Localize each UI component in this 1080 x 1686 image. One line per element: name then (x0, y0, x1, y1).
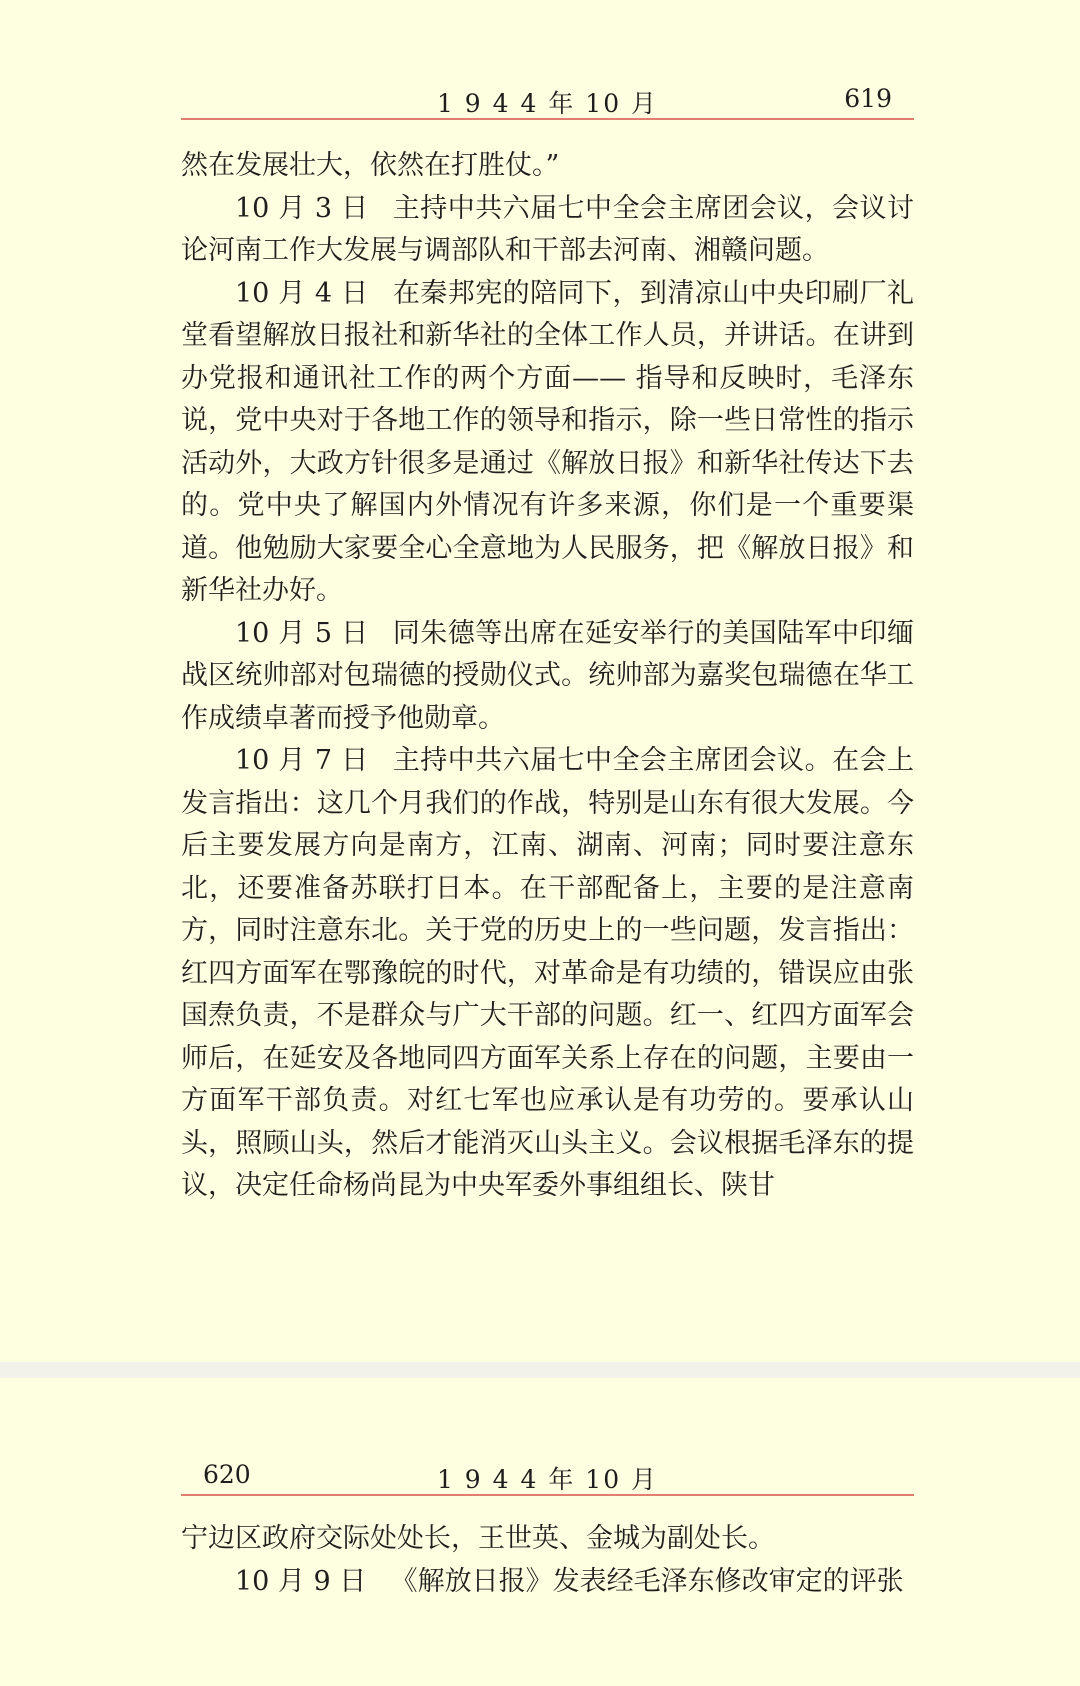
entry-date: 10 月 5 日 (235, 617, 369, 649)
entry-text: 同朱德等出席在延安举行的美国陆军中印缅战区统帅部对包瑞德的授勋仪式。统帅部为嘉奖包瑞德在华工作成绩卓著而授予他勋章。 (181, 617, 914, 734)
entry-date: 10 月 3 日 (235, 192, 369, 224)
entry-date: 10 月 7 日 (235, 745, 369, 776)
header-title: 1 9 4 4 年 10 月 (436, 1465, 659, 1494)
page-number: 619 (844, 84, 892, 113)
page-620 (0, 1378, 1080, 1686)
entry-text: 《解放日报》发表经毛泽东修改审定的评张 (390, 1565, 904, 1597)
page-separator (0, 1362, 1080, 1378)
entry-date: 10 月 4 日 (235, 277, 369, 309)
page-number: 620 (203, 1460, 251, 1489)
entry-paragraph (181, 273, 914, 613)
entry-text: 在秦邦宪的陪同下，到清凉山中央印刷厂礼堂看望解放日报社和新华社的全体工作人员，并讲话。在讲到办党报和通讯社工作的两个方面—— 指导和反映时，毛泽东说，党中央对于各地工作的领导和指示，除一些日常性的指示活动外，大政方针很多是通过《解放日报》和新华社传达下去的。党中央了解国内外情况有许多来源，你们是一个重要渠道。他勉励大家要全心全意地为人民服务，把《解放日报》和新华社办好。 (181, 277, 914, 606)
header-title: 1 9 4 4 年 10 月 (436, 89, 659, 118)
body-text (181, 145, 914, 1208)
entry-paragraph (181, 1561, 914, 1604)
entry-paragraph (181, 188, 914, 273)
entry-paragraph (181, 740, 914, 1208)
entry-text: 主持中共六届七中全会主席团会议。在会上发言指出：这几个月我们的作战，特别是山东有很大发展。今后主要发展方向是南方，江南、湖南、河南；同时要注意东北，还要准备苏联打日本。在干部配备上，主要的是注意南方，同时注意东北。关于党的历史上的一些问题，发言指出：红四方面军在鄂豫皖的时代，对革命是有功绩的，错误应由张国焘负责，不是群众与广大干部的问题。红一、红四方面军会师后，在延安及各地同四方面军关系上存在的问题，主要由一方面军干部负责。对红七军也应承认是有功劳的。要承认山头，照顾山头，然后才能消灭山头主义。会议根据毛泽东的提议，决定任命杨尚昆为中央军委外事组组长、陕甘 (181, 745, 914, 1201)
body-text (181, 1518, 914, 1603)
running-header (181, 84, 914, 120)
continued-paragraph: 宁边区政府交际处处长，王世英、金城为副处长。 (181, 1523, 775, 1554)
running-header (181, 1460, 914, 1496)
continued-paragraph: 然在发展壮大，依然在打胜仗。” (181, 150, 560, 181)
entry-paragraph (181, 613, 914, 741)
entry-date: 10 月 9 日 (235, 1565, 367, 1597)
entry-text: 主持中共六届七中全会主席团会议，会议讨论河南工作大发展与调部队和干部去河南、湘赣问题。 (181, 192, 914, 266)
